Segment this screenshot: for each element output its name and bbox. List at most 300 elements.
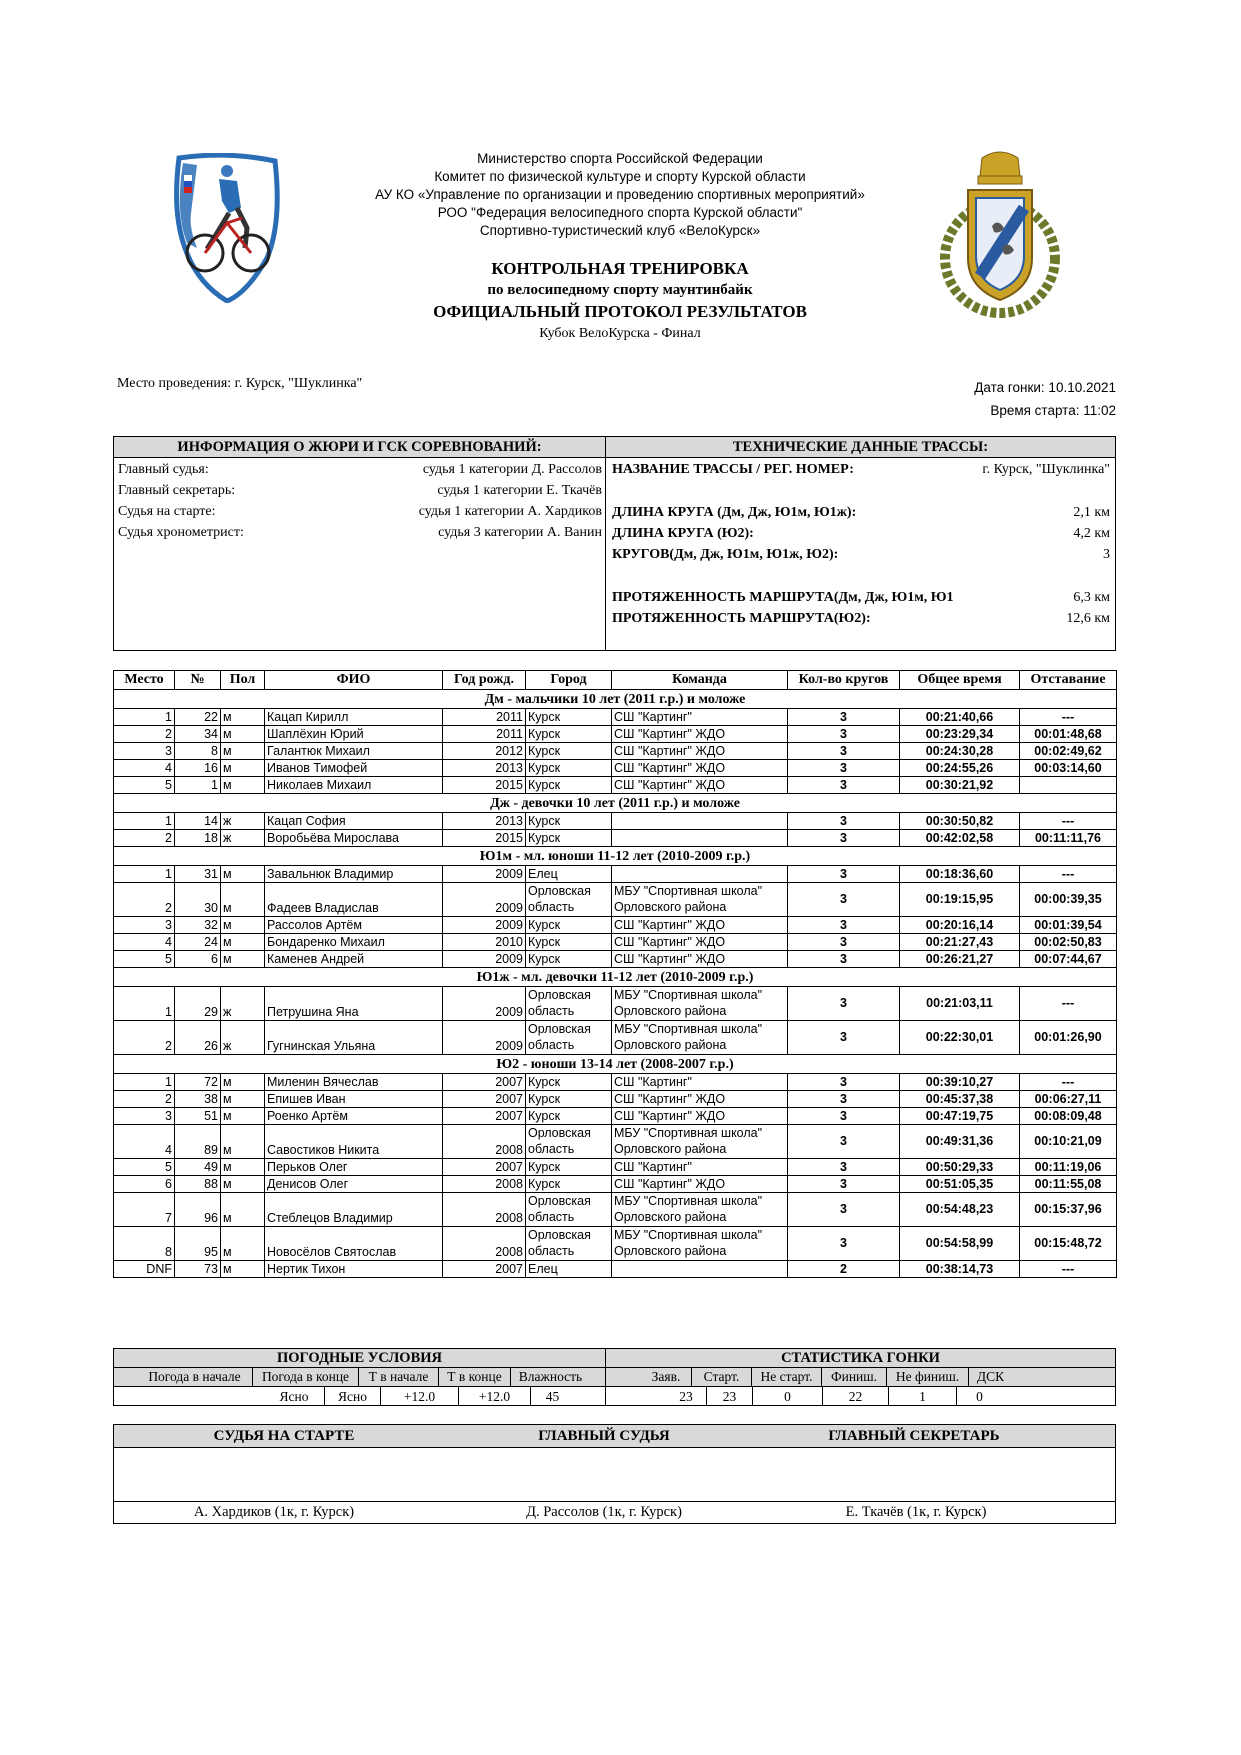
weather-header: Погода в начале	[148, 1369, 241, 1384]
total-time-cell: 00:50:29,33	[900, 1159, 1020, 1176]
team-cell: СШ "Картинг"	[612, 1159, 788, 1176]
sex-cell: м	[221, 709, 265, 726]
org-line: РОО "Федерация велосипедного спорта Курской области"	[437, 205, 803, 220]
place-cell: 1	[114, 866, 175, 883]
gap-cell: 00:01:26,90	[1020, 1021, 1117, 1055]
total-time-cell: 00:42:02,58	[900, 830, 1020, 847]
total-time-cell: 00:39:10,27	[900, 1074, 1020, 1091]
col-header-birth-year: Год рожд.	[443, 671, 526, 690]
sex-cell: м	[221, 951, 265, 968]
col-header-sex: Пол	[221, 671, 265, 690]
place-cell: 4	[114, 934, 175, 951]
birth-year-cell: 2009	[443, 951, 526, 968]
number-cell: 6	[175, 951, 221, 968]
number-cell: 96	[175, 1193, 221, 1227]
table-row	[114, 1108, 1117, 1125]
place-cell: 2	[114, 883, 175, 917]
table-row	[114, 987, 1117, 1021]
place-cell: 6	[114, 1176, 175, 1193]
jury-role: Судья на старте:	[118, 504, 216, 519]
laps-cell: 3	[788, 883, 900, 917]
place-cell: 1	[114, 813, 175, 830]
total-time-cell: 00:30:21,92	[900, 777, 1020, 794]
number-cell: 73	[175, 1261, 221, 1278]
laps-cell: 3	[788, 1108, 900, 1125]
table-row	[114, 917, 1117, 934]
table-row	[114, 1125, 1117, 1159]
chief-secretary-name: Е. Ткачёв (1к, г. Курск)	[845, 1504, 987, 1520]
table-row	[114, 1261, 1117, 1278]
lap-length-value: 4,2 км	[1073, 526, 1110, 541]
stats-value: 22	[822, 1387, 888, 1406]
race-date: Дата гонки: 10.10.2021	[974, 380, 1116, 395]
name-cell: Кацап София	[265, 813, 443, 830]
city-cell: Курск	[526, 1074, 612, 1091]
laps-cell: 3	[788, 866, 900, 883]
stats-header: Не финиш.	[886, 1368, 968, 1386]
col-header-name: ФИО	[265, 671, 443, 690]
table-row	[114, 1176, 1117, 1193]
total-time-cell: 00:21:40,66	[900, 709, 1020, 726]
chief-judge-name: Д. Рассолов (1к, г. Курск)	[526, 1504, 682, 1520]
jury-row	[118, 480, 602, 501]
col-header-laps: Кол-во кругов	[788, 671, 900, 690]
total-time-cell: 00:18:36,60	[900, 866, 1020, 883]
event-name: Кубок ВелоКурска - Финал	[539, 326, 701, 341]
total-time-cell: 00:19:15,95	[900, 883, 1020, 917]
track-name-value: г. Курск, "Шуклинка"	[982, 462, 1110, 477]
stats-header-row	[606, 1368, 1115, 1387]
laps-cell: 3	[788, 987, 900, 1021]
city-cell: Елец	[526, 1261, 612, 1278]
weather-header-row	[114, 1368, 605, 1387]
laps-cell: 3	[788, 1074, 900, 1091]
number-cell: 1	[175, 777, 221, 794]
signatures-block	[113, 1424, 1116, 1524]
sex-cell: ж	[221, 830, 265, 847]
number-cell: 16	[175, 760, 221, 777]
sex-cell: м	[221, 1261, 265, 1278]
chief-secretary-title: ГЛАВНЫЙ СЕКРЕТАРЬ	[828, 1428, 1000, 1444]
route-length-value: 6,3 км	[1073, 590, 1110, 605]
number-cell: 38	[175, 1091, 221, 1108]
gap-cell: 00:02:50,83	[1020, 934, 1117, 951]
sex-cell: м	[221, 883, 265, 917]
name-cell: Воробьёва Мирослава	[265, 830, 443, 847]
col-header-total-time: Общее время	[900, 671, 1020, 690]
city-cell: Курск	[526, 1176, 612, 1193]
number-cell: 30	[175, 883, 221, 917]
gap-cell: 00:01:48,68	[1020, 726, 1117, 743]
sex-cell: м	[221, 726, 265, 743]
name-cell: Гугнинская Ульяна	[265, 1021, 443, 1055]
gap-cell: 00:06:27,11	[1020, 1091, 1117, 1108]
jury-role: Главный секретарь:	[118, 483, 236, 498]
birth-year-cell: 2007	[443, 1159, 526, 1176]
starter-judge-title: СУДЬЯ НА СТАРТЕ	[213, 1428, 355, 1444]
stats-value: 0	[956, 1387, 1002, 1406]
number-cell: 31	[175, 866, 221, 883]
lap-length-label: ДЛИНА КРУГА (Дм, Дж, Ю1м, Ю1ж):	[612, 505, 857, 520]
org-line: Министерство спорта Российской Федерации	[477, 151, 763, 166]
name-cell: Петрушина Яна	[265, 987, 443, 1021]
jury-person: судья 1 категории А. Хардиков	[418, 504, 602, 519]
document-title-block	[300, 258, 940, 344]
table-header-row	[114, 671, 1117, 690]
stats-value: 23	[706, 1387, 752, 1406]
team-cell: МБУ "Спортивная школа" Орловского района	[612, 1021, 788, 1055]
city-cell: Курск	[526, 726, 612, 743]
place-cell: DNF	[114, 1261, 175, 1278]
category-title: Дж - девочки 10 лет (2011 г.р.) и моложе	[114, 794, 1117, 813]
name-cell: Новосёлов Святослав	[265, 1227, 443, 1261]
birth-year-cell: 2008	[443, 1125, 526, 1159]
birth-year-cell: 2008	[443, 1193, 526, 1227]
weather-value: +12.0	[380, 1387, 458, 1406]
velokursk-logo	[167, 153, 292, 303]
number-cell: 88	[175, 1176, 221, 1193]
jury-person: судья 1 категории Д. Рассолов	[422, 462, 602, 477]
col-header-place: Место	[114, 671, 175, 690]
total-time-cell: 00:47:19,75	[900, 1108, 1020, 1125]
number-cell: 29	[175, 987, 221, 1021]
place-cell: 2	[114, 830, 175, 847]
name-cell: Савостиков Никита	[265, 1125, 443, 1159]
gap-cell	[1020, 777, 1117, 794]
gap-cell: 00:03:14,60	[1020, 760, 1117, 777]
lap-length-value: 2,1 км	[1073, 505, 1110, 520]
laps-cell: 2	[788, 1261, 900, 1278]
birth-year-cell: 2015	[443, 777, 526, 794]
stats-header: Старт.	[691, 1368, 751, 1386]
table-row	[114, 1074, 1117, 1091]
race-date-block	[974, 376, 1116, 422]
table-row	[114, 883, 1117, 917]
sex-cell: м	[221, 917, 265, 934]
total-time-cell: 00:54:58,99	[900, 1227, 1020, 1261]
category-title: Дм - мальчики 10 лет (2011 г.р.) и моложе	[114, 690, 1117, 709]
category-row	[114, 968, 1117, 987]
place-cell: 7	[114, 1193, 175, 1227]
city-cell: Курск	[526, 709, 612, 726]
laps-cell: 3	[788, 1176, 900, 1193]
name-cell: Бондаренко Михаил	[265, 934, 443, 951]
col-header-gap: Отставание	[1020, 671, 1117, 690]
gap-cell: ---	[1020, 709, 1117, 726]
total-time-cell: 00:51:05,35	[900, 1176, 1020, 1193]
org-line: АУ КО «Управление по организации и проведению спортивных мероприятий»	[375, 187, 865, 202]
table-row	[114, 1227, 1117, 1261]
place-cell: 2	[114, 1021, 175, 1055]
city-cell: Курск	[526, 1108, 612, 1125]
route-length-label: ПРОТЯЖЕННОСТЬ МАРШРУТА(Дм, Дж, Ю1м, Ю1	[612, 590, 954, 605]
category-title: Ю2 - юноши 13-14 лет (2008-2007 г.р.)	[114, 1055, 1117, 1074]
birth-year-cell: 2011	[443, 726, 526, 743]
birth-year-cell: 2010	[443, 934, 526, 951]
number-cell: 18	[175, 830, 221, 847]
sex-cell: м	[221, 743, 265, 760]
team-cell: СШ "Картинг" ЖДО	[612, 726, 788, 743]
col-header-city: Город	[526, 671, 612, 690]
table-row	[114, 1021, 1117, 1055]
team-cell	[612, 813, 788, 830]
table-row	[114, 1193, 1117, 1227]
org-line: Спортивно-туристический клуб «ВелоКурск»	[479, 223, 761, 238]
name-cell: Стеблецов Владимир	[265, 1193, 443, 1227]
birth-year-cell: 2009	[443, 866, 526, 883]
sex-cell: м	[221, 1159, 265, 1176]
category-title: Ю1м - мл. юноши 11-12 лет (2010-2009 г.р.)	[114, 847, 1117, 866]
lap-length-label: ДЛИНА КРУГА (Ю2):	[612, 526, 754, 541]
birth-year-cell: 2012	[443, 743, 526, 760]
table-row	[114, 709, 1117, 726]
document-title: КОНТРОЛЬНАЯ ТРЕНИРОВКА	[491, 259, 749, 278]
weather-value: Ясно	[324, 1387, 380, 1406]
city-cell: Елец	[526, 866, 612, 883]
document-subtitle: по велосипедному спорту маунтинбайк	[487, 282, 753, 298]
kursk-coat-of-arms	[940, 148, 1060, 318]
col-header-team: Команда	[612, 671, 788, 690]
track-name-label: НАЗВАНИЕ ТРАССЫ / РЕГ. НОМЕР:	[612, 462, 854, 477]
place-cell: 5	[114, 777, 175, 794]
team-cell	[612, 1261, 788, 1278]
birth-year-cell: 2007	[443, 1108, 526, 1125]
city-cell: Орловская область	[526, 1227, 612, 1261]
name-cell: Роенко Артём	[265, 1108, 443, 1125]
gap-cell: 00:08:09,48	[1020, 1108, 1117, 1125]
team-cell	[612, 830, 788, 847]
table-row	[114, 866, 1117, 883]
birth-year-cell: 2009	[443, 1021, 526, 1055]
stats-header: Заяв.	[651, 1369, 681, 1384]
table-row	[114, 743, 1117, 760]
team-cell: МБУ "Спортивная школа" Орловского района	[612, 883, 788, 917]
city-cell: Орловская область	[526, 1021, 612, 1055]
name-cell: Перьков Олег	[265, 1159, 443, 1176]
gap-cell: ---	[1020, 987, 1117, 1021]
table-row	[114, 951, 1117, 968]
weather-header: Погода в конце	[252, 1368, 358, 1386]
gap-cell: 00:07:44,67	[1020, 951, 1117, 968]
city-cell: Курск	[526, 951, 612, 968]
weather-value: +12.0	[458, 1387, 530, 1406]
name-cell: Рассолов Артём	[265, 917, 443, 934]
category-row	[114, 847, 1117, 866]
place-cell: 3	[114, 917, 175, 934]
total-time-cell: 00:22:30,01	[900, 1021, 1020, 1055]
number-cell: 49	[175, 1159, 221, 1176]
laps-cell: 3	[788, 830, 900, 847]
jury-role: Судья хронометрист:	[118, 525, 244, 540]
gap-cell: ---	[1020, 1261, 1117, 1278]
name-cell: Кацап Кирилл	[265, 709, 443, 726]
weather-header: Т в конце	[438, 1368, 510, 1386]
sex-cell: м	[221, 777, 265, 794]
gap-cell: 00:01:39,54	[1020, 917, 1117, 934]
sex-cell: м	[221, 1193, 265, 1227]
table-row	[114, 1159, 1117, 1176]
city-cell: Курск	[526, 934, 612, 951]
laps-cell: 3	[788, 1091, 900, 1108]
number-cell: 26	[175, 1021, 221, 1055]
team-cell: СШ "Картинг" ЖДО	[612, 743, 788, 760]
number-cell: 51	[175, 1108, 221, 1125]
number-cell: 22	[175, 709, 221, 726]
name-cell: Галантюк Михаил	[265, 743, 443, 760]
jury-row	[118, 459, 602, 480]
number-cell: 34	[175, 726, 221, 743]
city-cell: Курск	[526, 1091, 612, 1108]
number-cell: 72	[175, 1074, 221, 1091]
birth-year-cell: 2009	[443, 917, 526, 934]
stats-value: 23	[679, 1389, 693, 1404]
laps-cell: 3	[788, 760, 900, 777]
team-cell: СШ "Картинг"	[612, 709, 788, 726]
city-cell: Курск	[526, 760, 612, 777]
sex-cell: м	[221, 1074, 265, 1091]
team-cell: МБУ "Спортивная школа" Орловского района	[612, 1125, 788, 1159]
total-time-cell: 00:20:16,14	[900, 917, 1020, 934]
chief-judge-title: ГЛАВНЫЙ СУДЬЯ	[538, 1428, 670, 1444]
city-cell: Орловская область	[526, 987, 612, 1021]
number-cell: 95	[175, 1227, 221, 1261]
weather-header: Т в начале	[358, 1368, 438, 1386]
birth-year-cell: 2013	[443, 813, 526, 830]
stats-header: Не старт.	[751, 1368, 821, 1386]
route-length-value: 12,6 км	[1066, 611, 1110, 626]
team-cell: МБУ "Спортивная школа" Орловского района	[612, 1227, 788, 1261]
sex-cell: м	[221, 934, 265, 951]
stats-title: СТАТИСТИКА ГОНКИ	[606, 1349, 1115, 1368]
name-cell: Фадеев Владислав	[265, 883, 443, 917]
jury-section-title: ИНФОРМАЦИЯ О ЖЮРИ И ГСК СОРЕВНОВАНИЙ:	[114, 437, 606, 458]
col-header-number: №	[175, 671, 221, 690]
birth-year-cell: 2013	[443, 760, 526, 777]
number-cell: 24	[175, 934, 221, 951]
gap-cell: 00:11:11,76	[1020, 830, 1117, 847]
laps-cell: 3	[788, 1159, 900, 1176]
category-row	[114, 794, 1117, 813]
protocol-title: ОФИЦИАЛЬНЫЙ ПРОТОКОЛ РЕЗУЛЬТАТОВ	[433, 302, 807, 321]
place-cell: 2	[114, 1091, 175, 1108]
laps-count-row	[612, 544, 1110, 565]
laps-cell: 3	[788, 951, 900, 968]
name-cell: Завальнюк Владимир	[265, 866, 443, 883]
sex-cell: ж	[221, 813, 265, 830]
total-time-cell: 00:38:14,73	[900, 1261, 1020, 1278]
sex-cell: м	[221, 1125, 265, 1159]
laps-count-value: 3	[1103, 547, 1110, 562]
team-cell	[612, 866, 788, 883]
team-cell: МБУ "Спортивная школа" Орловского района	[612, 1193, 788, 1227]
place-cell: 3	[114, 1108, 175, 1125]
total-time-cell: 00:49:31,36	[900, 1125, 1020, 1159]
jury-person: судья 3 категории А. Ванин	[438, 525, 602, 540]
table-row	[114, 777, 1117, 794]
table-row	[114, 934, 1117, 951]
number-cell: 89	[175, 1125, 221, 1159]
signature-names-row	[114, 1501, 1115, 1523]
lap-length-row	[612, 523, 1110, 544]
city-cell: Орловская область	[526, 1193, 612, 1227]
city-cell: Курск	[526, 813, 612, 830]
total-time-cell: 00:24:55,26	[900, 760, 1020, 777]
gap-cell: 00:11:19,06	[1020, 1159, 1117, 1176]
place-cell: 1	[114, 987, 175, 1021]
team-cell: СШ "Картинг" ЖДО	[612, 1108, 788, 1125]
laps-cell: 3	[788, 917, 900, 934]
jury-row	[118, 501, 602, 522]
name-cell: Каменев Андрей	[265, 951, 443, 968]
jury-person: судья 1 категории Е. Ткачёв	[437, 483, 602, 498]
track-name-row	[612, 459, 1110, 480]
city-cell: Курск	[526, 917, 612, 934]
weather-title: ПОГОДНЫЕ УСЛОВИЯ	[114, 1349, 606, 1368]
total-time-cell: 00:24:30,28	[900, 743, 1020, 760]
weather-header: Влажность	[510, 1368, 590, 1386]
name-cell: Шаплёхин Юрий	[265, 726, 443, 743]
stats-values-row	[606, 1387, 1115, 1406]
gap-cell: 00:02:49,62	[1020, 743, 1117, 760]
place-cell: 8	[114, 1227, 175, 1261]
gap-cell: ---	[1020, 866, 1117, 883]
total-time-cell: 00:21:03,11	[900, 987, 1020, 1021]
track-section-title: ТЕХНИЧЕСКИЕ ДАННЫЕ ТРАССЫ:	[606, 437, 1115, 458]
city-cell: Курск	[526, 830, 612, 847]
birth-year-cell: 2008	[443, 1176, 526, 1193]
name-cell: Иванов Тимофей	[265, 760, 443, 777]
results-table	[113, 670, 1117, 1278]
sex-cell: м	[221, 866, 265, 883]
city-cell: Орловская область	[526, 883, 612, 917]
weather-value: Ясно	[279, 1389, 309, 1404]
laps-cell: 3	[788, 777, 900, 794]
team-cell: СШ "Картинг" ЖДО	[612, 951, 788, 968]
birth-year-cell: 2008	[443, 1227, 526, 1261]
stats-header: ДСК	[968, 1368, 1012, 1386]
sex-cell: м	[221, 1176, 265, 1193]
team-cell: СШ "Картинг" ЖДО	[612, 917, 788, 934]
table-row	[114, 760, 1117, 777]
category-row	[114, 690, 1117, 709]
total-time-cell: 00:21:27,43	[900, 934, 1020, 951]
laps-cell: 3	[788, 1125, 900, 1159]
total-time-cell: 00:45:37,38	[900, 1091, 1020, 1108]
organizers-block	[300, 150, 940, 240]
birth-year-cell: 2011	[443, 709, 526, 726]
team-cell: СШ "Картинг" ЖДО	[612, 777, 788, 794]
city-cell: Орловская область	[526, 1125, 612, 1159]
place-cell: 3	[114, 743, 175, 760]
laps-cell: 3	[788, 1193, 900, 1227]
name-cell: Миленин Вячеслав	[265, 1074, 443, 1091]
place-cell: 5	[114, 951, 175, 968]
laps-cell: 3	[788, 743, 900, 760]
place-cell: 4	[114, 1125, 175, 1159]
name-cell: Епишев Иван	[265, 1091, 443, 1108]
section-divider	[605, 437, 606, 650]
place-cell: 5	[114, 1159, 175, 1176]
laps-cell: 3	[788, 1227, 900, 1261]
name-cell: Николаев Михаил	[265, 777, 443, 794]
team-cell: СШ "Картинг" ЖДО	[612, 1091, 788, 1108]
number-cell: 14	[175, 813, 221, 830]
birth-year-cell: 2009	[443, 987, 526, 1021]
laps-cell: 3	[788, 934, 900, 951]
jury-row	[118, 522, 602, 543]
starter-judge-name: А. Хардиков (1к, г. Курск)	[193, 1504, 355, 1520]
team-cell: СШ "Картинг"	[612, 1074, 788, 1091]
